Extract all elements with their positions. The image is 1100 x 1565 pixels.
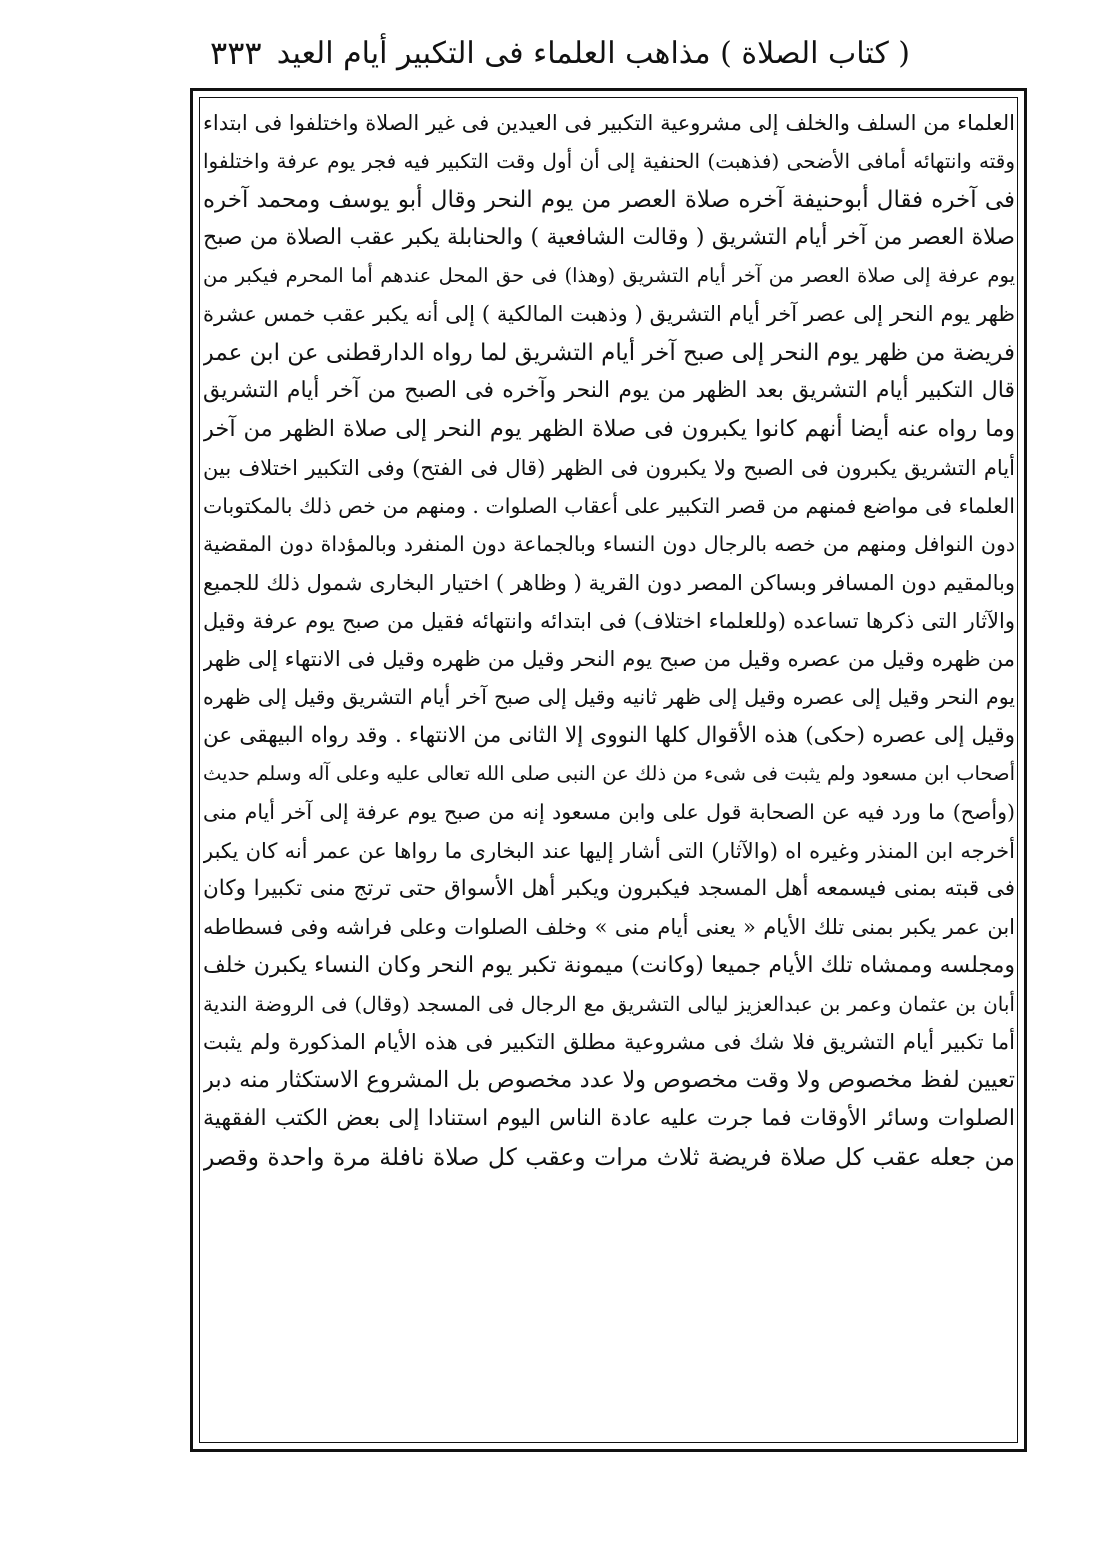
text-line: ابن عمر يكبر بمنى تلك الأيام « يعنى أيام منى » وخلف الصلوات وعلى فراشه وفى فسطاطه [203,915,1015,940]
text-line: أخرجه ابن المنذر وغيره اه (والآثار) التى أشار إليها عند البخارى ما رواها عن عمر أنه كان يكبر [203,838,1015,863]
text-line: وما رواه عنه أيضا أنهم كانوا يكبرون فى صلاة الظهر يوم النحر إلى صلاة الظهر من آخر [203,416,1015,443]
page-number: ٣٣٣ [210,34,262,72]
text-line: دون النوافل ومنهم من خصه بالرجال دون النساء وبالجماعة دون المنفرد وبالمؤداة دون المقضية [203,532,1015,557]
running-title: ( كتاب الصلاة ) مذاهب العلماء فى التكبير أيام العيد [276,36,910,71]
text-line: ومجلسه وممشاه تلك الأيام جميعا (وكانت) ميمونة تكبر يوم النحر وكان النساء يكبرن خلف [203,952,1015,978]
text-line: وقيل إلى عصره (حكى) هذه الأقوال كلها النووى إلا الثانى من الانتهاء . وقد رواه البيهقى عن [203,722,1015,748]
text-line: من ظهره وقيل من عصره وقيل من صبح يوم النحر وقيل من ظهره وقيل فى الانتهاء إلى ظهر [203,647,1015,672]
text-line: والآثار التى ذكرها تساعده (وللعلماء اختلاف) فى ابتدائه وانتهائه فقيل من صبح يوم عرفة وقيل [203,608,1015,633]
text-line: الصلوات وسائر الأوقات فما جرت عليه عادة الناس اليوم استنادا إلى بعض الكتب الفقهية [203,1105,1015,1131]
text-line: ظهر يوم النحر إلى عصر آخر أيام التشريق ( وذهبت المالكية ) إلى أنه يكبر عقب خمس عشرة [203,302,1015,327]
text-line: أيام التشريق يكبرون فى الصبح ولا يكبرون فى الظهر (قال فى الفتح) وفى التكبير اختلاف بين [203,455,1015,480]
text-line: أصحاب ابن مسعود ولم يثبت فى شىء من ذلك عن النبى صلى الله تعالى عليه وعلى آله وسلم حديث [203,762,1015,786]
text-line: يوم النحر وقيل إلى عصره وقيل إلى ظهر ثانيه وقيل إلى صبح آخر أيام التشريق وقيل إلى ظهره [203,685,1015,710]
text-line: أما تكبير أيام التشريق فلا شك فى مشروعية مطلق التكبير فى هذه الأيام المذكورة ولم يثبت [203,1030,1015,1055]
body-text [203,104,1015,1444]
page-header [190,30,910,82]
text-line: العلماء من السلف والخلف إلى مشروعية التكبير فى العيدين فى غير الصلاة واختلفوا فى ابتداء [203,111,1015,135]
text-line: (وأصح) ما ورد فيه عن الصحابة قول على وابن مسعود إنه من صبح يوم عرفة إلى آخر أيام منى [203,800,1015,825]
text-line: قال التكبير أيام التشريق بعد الظهر من يوم النحر وآخره فى الصبح من آخر أيام التشريق [203,378,1015,404]
text-line: العلماء فى مواضع فمنهم من قصر التكبير على أعقاب الصلوات . ومنهم من خص ذلك بالمكتوبات [203,493,1015,518]
text-line: صلاة العصر من آخر أيام التشريق ( وقالت الشافعية ) والحنابلة يكبر عقب الصلاة من صبح [203,224,1015,250]
text-line: أبان بن عثمان وعمر بن عبدالعزيز ليالى التشريق مع الرجال فى المسجد (وقال) فى الروضة الندية [203,991,1015,1016]
text-line: وقته وانتهائه أمافى الأضحى (فذهبت) الحنفية إلى أن أول وقت التكبير فيه فجر يوم عرفة واختلفوا [203,149,1015,174]
text-line: وبالمقيم دون المسافر وبساكن المصر دون القرية ( وظاهر ) اختيار البخارى شمول ذلك للجميع [203,570,1015,595]
text-line: يوم عرفة إلى صلاة العصر من آخر أيام التشريق (وهذا) فى حق المحل عندهم أما المحرم فيكبر من [203,264,1015,288]
text-line: فريضة من ظهر يوم النحر إلى صبح آخر أيام التشريق لما رواه الدارقطنى عن ابن عمر [203,339,1015,366]
text-line: فى قبته بمنى فيسمعه أهل المسجد فيكبرون ويكبر أهل الأسواق حتى ترتج منى تكبيرا وكان [203,875,1015,901]
text-line: من جعله عقب كل صلاة فريضة ثلاث مرات وعقب كل صلاة نافلة مرة واحدة وقصر [203,1143,1015,1172]
text-line: تعيين لفظ مخصوص ولا وقت مخصوص ولا عدد مخصوص بل المشروع الاستكثار منه دبر [203,1067,1015,1094]
text-line: فى آخره فقال أبوحنيفة آخره صلاة العصر من يوم النحر وقال أبو يوسف ومحمد آخره [203,186,1015,213]
